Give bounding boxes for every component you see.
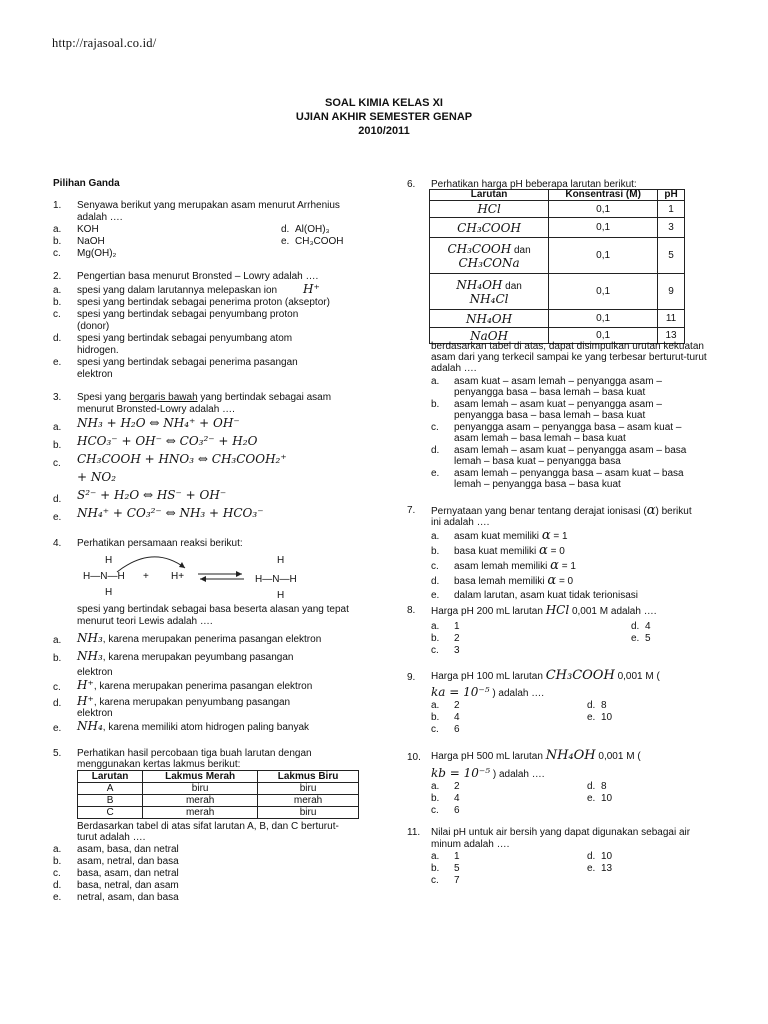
option-label: c. [431,875,439,886]
question-text: Nilai pH untuk air bersih yang dapat digunakan sebagai air [431,827,691,838]
equation-e: NH₄⁺ + CO₃²⁻ ⇔ NH₃ + HCO₃⁻ [77,506,264,520]
text-part: Harga pH 500 mL larutan [431,751,543,762]
table-cell: C [78,807,143,819]
formula: H⁺ [77,678,94,692]
table-cell [430,218,549,238]
question-text-after: Berdasarkan tabel di atas sifat larutan A, B, dan C berturut- [77,821,339,832]
text-part: Pernyataan yang benar tentang derajat ionisasi ( [431,506,647,517]
option-text-cont: elektron [77,369,113,380]
option-text-cont: penyangga basa – basa lemah – basa kuat [454,410,646,421]
table-row [78,783,359,795]
question-number: 6. [407,179,416,190]
text-part: ) berikut [655,506,692,517]
reaction-h-bottom-left: H [105,587,113,598]
formula: NaOH [470,328,509,343]
option-label: e. [431,468,440,479]
option-label: a. [431,700,440,711]
formula: NH₄OH [456,277,503,292]
option-label: e. [431,590,440,601]
option-text [77,649,293,663]
option-value: = 1 [561,561,576,572]
equation-a: NH₃ + H₂O ⇔ NH₄⁺ + OH⁻ [77,416,240,430]
text-part: Spesi yang [77,392,127,403]
option-text: CH₃COOH [295,236,344,247]
table-header: Lakmus Merah [143,771,258,783]
option-label: d. [631,621,640,632]
option-label: b. [431,399,440,410]
option-label: a. [431,531,440,542]
table-cell: 0,1 [549,238,658,274]
formula: NH₄OH [466,311,513,326]
question-number: 11. [407,827,421,838]
option-text: 6 [454,805,460,816]
text-underlined: bergaris bawah [129,392,198,403]
option-text: 8 [601,781,607,792]
reaction-plus: + [143,571,149,582]
question-text-after-2: menurut teori Lewis adalah …. [77,616,213,627]
option-text: penyangga asam – penyangga basa – asam kuat – [454,422,682,433]
option-desc: , karena merupakan peyumbang pasangan [102,652,294,663]
option-label: e. [281,236,290,247]
option-label: d. [53,698,62,709]
option-text: asam lemah – asam kuat – penyangga asam – basa [454,445,687,456]
text-part: Harga pH 100 mL larutan [431,671,543,682]
option-label: e. [587,793,596,804]
text-part: yang bertindak sebagai asam [200,392,332,403]
option-label: b. [431,546,440,557]
option-text-cont: (donor) [77,321,110,332]
option-text: spesi yang bertindak sebagai penerima proton (akseptor) [77,297,330,308]
reaction-h-top-left: H [105,555,113,566]
table-cell: 13 [658,328,685,344]
question-text-after: spesi yang bertindak sebagai basa beserta alasan yang tepat [77,604,349,615]
option-label: b. [53,236,62,247]
formula: CH₃COOH [545,668,615,683]
table-cell [430,201,549,218]
option-label: d. [53,333,62,344]
option-text: asam kuat – asam lemah – penyangga asam – [454,376,662,387]
option-desc: asam lemah memiliki [454,561,548,572]
option-label: c. [53,458,61,469]
option-text: asam lemah – penyangga basa – asam kuat – basa [454,468,684,479]
option-text: 7 [454,875,460,886]
option-text: 10 [601,712,613,723]
option-text: spesi yang bertindak sebagai penerima pasangan [77,357,298,368]
option-label: e. [631,633,640,644]
question-text: Perhatikan persamaan reaksi berikut: [77,538,243,549]
formula: H⁺ [77,694,94,708]
table-cell: biru [143,783,258,795]
option-label: a. [431,851,440,862]
option-text-cont: elektron [77,667,113,678]
question-text: Perhatikan harga pH beberapa larutan berikut: [431,179,637,190]
option-text: dalam larutan, asam kuat tidak terionisasi [454,590,638,601]
question-text: Pengertian basa menurut Bronsted – Lowry adalah …. [77,271,319,282]
option-text: 3 [454,645,460,656]
electron-pair-arrow-icon [113,550,193,576]
table-row [78,795,359,807]
option-label: c. [431,645,439,656]
table-cell: 0,1 [549,310,658,328]
question-text: Perhatikan hasil percobaan tiga buah larutan dengan [77,748,312,759]
table-cell: 3 [658,218,685,238]
question-text-after-2: asam dari yang terkecil sampai ke yang terbesar berturut-turut [431,352,707,363]
table-cell: 11 [658,310,685,328]
question-text [431,603,656,617]
option-text: spesi yang bertindak sebagai penyumbang atom [77,333,293,344]
option-label: b. [53,856,62,867]
question-text [77,392,331,403]
option-text: asam lemah – asam kuat – penyangga asam – [454,399,662,410]
table-row [430,310,685,328]
option-label: c. [431,561,439,572]
table-header: Larutan [78,771,143,783]
option-text [454,528,568,543]
table-row [430,274,685,310]
option-label: d. [431,445,440,456]
table-cell [430,310,549,328]
question-number: 3. [53,392,62,403]
text-dan: dan [514,244,531,256]
option-label: c. [53,868,61,879]
title-line-1: SOAL KIMIA KELAS XI [325,97,443,109]
question-number: 4. [53,538,62,549]
option-desc: basa lemah memiliki [454,576,545,587]
question-number: 10. [407,752,421,763]
section-heading: Pilihan Ganda [53,178,120,189]
alpha-symbol: α [539,543,548,558]
option-label: c. [431,422,439,433]
question-number: 2. [53,271,62,282]
text-part: 0,001 M ( [598,751,641,762]
formula: NH₄OH [545,748,596,763]
formula: CH₃COOH [447,241,512,256]
question-text-2: menurut Bronsted-Lowry adalah …. [77,404,235,415]
table-cell [430,238,549,274]
option-label: d. [281,224,290,235]
question-text [431,503,692,518]
option-text: basa, netral, dan asam [77,880,179,891]
option-text: spesi yang bertindak sebagai penyumbang proton [77,309,299,320]
option-text: basa, asam, dan netral [77,868,179,879]
option-text: 1 [454,621,460,632]
title-line-2: UJIAN AKHIR SEMESTER GENAP [295,111,473,123]
equation-c-cont: + NO₂ [77,470,117,484]
ph-table [429,189,685,344]
question-number: 5. [53,748,62,759]
formula: CH₃COOH [457,220,521,235]
option-label: c. [431,805,439,816]
table-cell: merah [143,795,258,807]
formula: HCl [477,202,501,216]
table-cell: biru [258,807,359,819]
question-number: 8. [407,605,416,616]
title-line-3: 2010/2011 [358,125,410,137]
formula: NH₃ [77,631,103,645]
option-desc: , karena merupakan penyumbang pasangan [93,697,291,708]
option-desc: , karena merupakan penerima pasangan elektron [93,681,313,692]
question-text-2 [431,685,544,699]
option-label: d. [53,494,62,505]
option-label: d. [587,781,596,792]
text-dan: dan [505,280,522,292]
question-text-2: adalah …. [77,212,123,223]
option-label: b. [431,793,440,804]
option-text: 5 [454,863,460,874]
option-label: b. [431,633,440,644]
option-label: d. [53,880,62,891]
table-row [430,238,685,274]
option-label: b. [53,297,62,308]
option-text: netral, asam, dan basa [77,892,179,903]
option-label: e. [587,712,596,723]
option-label: a. [53,844,62,855]
option-text: 4 [454,712,460,723]
option-text: 1 [454,851,460,862]
table-row [430,218,685,238]
option-desc: , karena merupakan penerima pasangan elektron [102,634,322,645]
table-cell: 0,1 [549,274,658,310]
option-text: 2 [454,700,460,711]
option-label: b. [431,712,440,723]
option-text-cont: elektron [77,708,113,719]
option-value: = 0 [550,546,565,557]
option-text: Mg(OH)₂ [77,248,117,259]
table-cell: 1 [658,201,685,218]
option-text: NaOH [77,236,105,247]
table-cell: biru [258,783,359,795]
option-label: e. [53,892,62,903]
text-part: 0,001 M adalah …. [571,606,657,617]
option-desc: asam kuat memiliki [454,531,540,542]
formula: NH₃ [77,649,103,663]
table-row [430,201,685,218]
formula: HCl [545,603,570,617]
formula-hplus: H⁺ [303,282,320,296]
option-text: 4 [645,621,651,632]
formula: NH₄ [77,719,103,733]
option-text-cont: penyangga basa – basa lemah – basa kuat [454,387,646,398]
option-text-cont: hidrogen. [77,345,119,356]
text-part: ) adalah …. [492,688,545,699]
option-label: c. [53,309,61,320]
question-text [431,748,641,763]
option-text: 13 [601,863,613,874]
table-header: pH [658,190,685,201]
table-cell: 0,1 [549,328,658,344]
option-text: 2 [454,781,460,792]
option-desc: , karena memiliki atom hidrogen paling banyak [102,722,310,733]
option-text [77,719,309,733]
option-text: KOH [77,224,99,235]
reaction-h-top-right: H [277,555,285,566]
reaction-nh4: H—N—H [255,574,297,585]
option-text [77,694,290,708]
question-text-after-3: adalah …. [431,363,477,374]
formula: CH₃CONa [458,255,520,270]
option-label: e. [53,723,62,734]
option-text: 10 [601,851,613,862]
question-text-2: menggunakan kertas lakmus berikut: [77,759,241,770]
table-cell: merah [258,795,359,807]
option-text-cont: asam lemah – basa lemah – basa kuat [454,433,626,444]
option-label: e. [53,512,62,523]
question-number: 1. [53,200,62,211]
table-row [78,807,359,819]
reaction-hplus: H+ [171,571,185,582]
option-text: 8 [601,700,607,711]
option-desc: basa kuat memiliki [454,546,537,557]
question-text-after-2: turut adalah …. [77,832,146,843]
equation-b: HCO₃⁻ + OH⁻ ⇔ CO₃²⁻ + H₂O [77,434,258,448]
option-text [77,631,321,645]
formula-ka: ka = 10⁻⁵ [431,685,490,699]
option-text [454,543,565,558]
table-cell: B [78,795,143,807]
text-part: ) adalah …. [492,769,545,780]
option-text-cont: lemah – penyangga basa – basa kuat [454,479,621,490]
option-text: 2 [454,633,460,644]
table-header-row [78,771,359,783]
option-label: e. [53,357,62,368]
option-value: = 1 [553,531,568,542]
text-part: Harga pH 200 mL larutan [431,606,543,617]
formula-kb: kb = 10⁻⁵ [431,766,491,780]
equation-c: CH₃COOH + HNO₃ ⇔ CH₃COOH₂⁺ [77,452,287,466]
option-label: e. [587,863,596,874]
table-header: Larutan [430,190,549,201]
option-label: c. [53,248,61,259]
table-header-row [430,190,685,201]
source-url: http://rajasoal.co.id/ [52,36,157,50]
option-text-cont: lemah – basa kuat – penyangga basa [454,456,621,467]
table-cell: merah [143,807,258,819]
option-label: a. [431,376,440,387]
table-header: Konsentrasi (M) [549,190,658,201]
reaction-h-bottom-right: H [277,590,285,601]
question-text [431,668,660,683]
question-text-2 [431,766,545,780]
option-label: b. [53,653,62,664]
option-label: d. [587,851,596,862]
alpha-symbol: α [547,573,557,588]
option-label: b. [431,863,440,874]
question-text-2: minum adalah …. [431,839,510,850]
option-text: 4 [454,793,460,804]
question-number: 7. [407,505,416,516]
table-cell: 5 [658,238,685,274]
option-label: c. [431,724,439,735]
alpha-symbol: α [541,528,551,543]
option-label: c. [53,682,61,693]
option-text: 10 [601,793,613,804]
table-cell: 0,1 [549,218,658,238]
alpha-symbol: α [550,558,559,573]
option-text: Al(OH)₃ [295,224,330,235]
equilibrium-arrow-icon [196,570,246,584]
question-number: 9. [407,672,416,683]
table-cell: A [78,783,143,795]
table-cell [430,274,549,310]
option-text: 6 [454,724,460,735]
option-text: 5 [645,633,651,644]
question-text: Senyawa berikut yang merupakan asam menurut Arrhenius [77,200,340,211]
option-label: a. [53,285,62,296]
table-header: Lakmus Biru [258,771,359,783]
reaction-nh3: H—N—H [83,571,125,582]
option-label: a. [431,621,440,632]
table-cell: 0,1 [549,201,658,218]
option-text: asam, netral, dan basa [77,856,179,867]
option-text: spesi yang dalam larutannya melepaskan ion [77,285,278,296]
option-text [454,573,573,588]
option-text [77,678,312,692]
option-text: asam, basa, dan netral [77,844,179,855]
equation-d: S²⁻ + H₂O ⇔ HS⁻ + OH⁻ [77,488,227,502]
option-label: b. [53,440,62,451]
option-label: d. [431,576,440,587]
question-text-2: ini adalah …. [431,517,490,528]
formula: NH₄Cl [469,291,509,306]
option-value: = 0 [558,576,574,587]
litmus-table [77,770,359,819]
text-part: 0,001 M ( [617,671,660,682]
option-label: a. [53,422,62,433]
question-text-after: berdasarkan tabel di atas, dapat disimpulkan urutan kekuatan [431,341,704,352]
option-label: a. [53,635,62,646]
option-text [454,558,576,573]
alpha-symbol: α [646,503,656,518]
option-label: d. [587,700,596,711]
option-label: a. [53,224,62,235]
option-label: a. [431,781,440,792]
table-cell: 9 [658,274,685,310]
